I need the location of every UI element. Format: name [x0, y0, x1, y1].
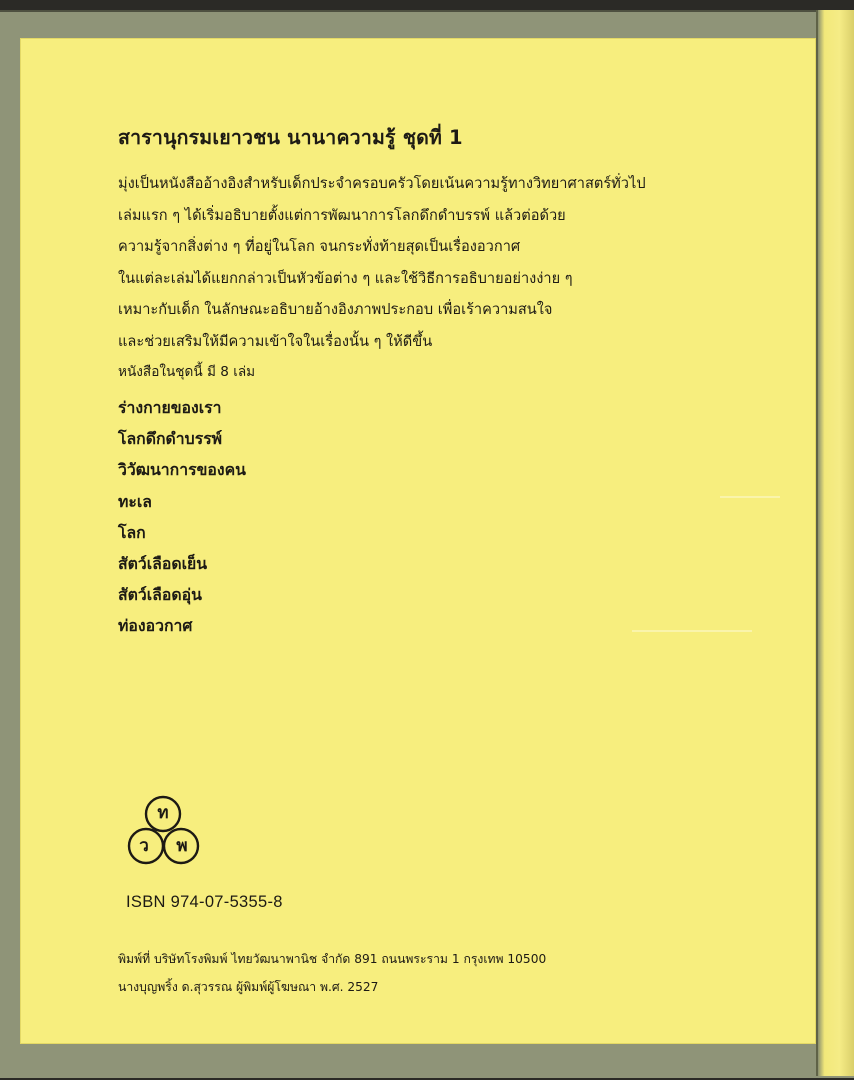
volume-title: สัตว์เลือดอุ่น [118, 585, 202, 605]
description-line: ในแต่ละเล่มได้แยกกล่าวเป็นหัวข้อต่าง ๆ และใช้วิธีการอธิบายอย่างง่าย ๆ [118, 269, 573, 287]
description-line: มุ่งเป็นหนังสืออ้างอิงสำหรับเด็กประจำครอบครัวโดยเน้นความรู้ทางวิทยาศาสตร์ทั่วไป [118, 175, 646, 192]
publisher-logo [120, 790, 206, 876]
imprint-line: นางบุญพริ้ง ด.สุวรรณ ผู้พิมพ์ผู้โฆษณา พ.ศ. 2527 [118, 980, 379, 994]
volume-list [118, 392, 246, 642]
logo-letter: ท [157, 803, 169, 823]
volume-title: โลก [118, 522, 146, 542]
volume-title: โลกดึกดำบรรพ์ [118, 429, 223, 449]
description-paragraph [118, 168, 646, 357]
series-title: สารานุกรมเยาวชน นานาความรู้ ชุดที่ 1 [118, 126, 463, 149]
isbn: ISBN 974-07-5355-8 [126, 893, 283, 911]
volume-title: สัตว์เลือดเย็น [118, 553, 208, 573]
cover-scuff [720, 496, 780, 498]
series-count: หนังสือในชุดนี้ มี 8 เล่ม [118, 364, 256, 380]
description-line: และช่วยเสริมให้มีความเข้าใจในเรื่องนั้น ๆ ให้ดีขึ้น [118, 332, 433, 350]
description-line: เล่มแรก ๆ ได้เริ่มอธิบายตั้งแต่การพัฒนาการโลกดึกดำบรรพ์ แล้วต่อด้วย [118, 206, 566, 224]
logo-letter: ว [139, 836, 149, 856]
logo-letter: พ [176, 836, 188, 856]
description-line: เหมาะกับเด็ก ในลักษณะอธิบายอ้างอิงภาพประกอบ เพื่อเร้าความสนใจ [118, 301, 553, 318]
imprint-line: พิมพ์ที่ บริษัทโรงพิมพ์ ไทยวัฒนาพานิช จำกัด 891 ถนนพระราม 1 กรุงเทพ 10500 [118, 952, 547, 966]
volume-title: ทะเล [118, 491, 152, 511]
volume-title: ร่างกายของเรา [118, 398, 222, 417]
book-spine [818, 10, 854, 1076]
volume-title: ท่องอวกาศ [118, 616, 193, 636]
cover-scuff [632, 630, 752, 632]
imprint [118, 945, 546, 1001]
volume-title: วิวัฒนาการของคน [118, 460, 246, 480]
description-line: ความรู้จากสิ่งต่าง ๆ ที่อยู่ในโลก จนกระทั่งท้ายสุดเป็นเรื่องอวกาศ [118, 238, 521, 255]
